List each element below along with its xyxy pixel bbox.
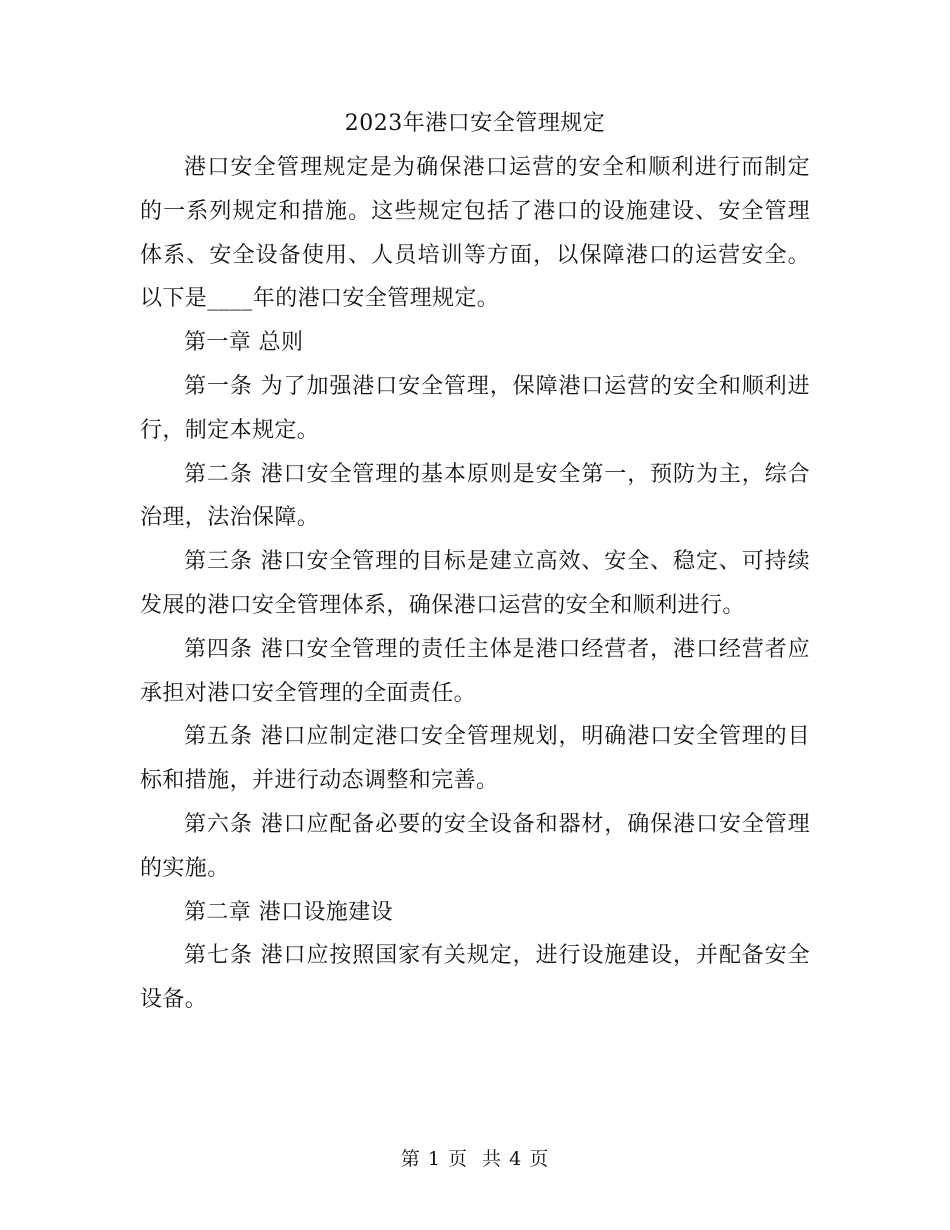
- document-body: [140, 102, 810, 1022]
- total-page-number: 4: [509, 1148, 523, 1170]
- page-footer: [0, 1145, 950, 1173]
- intro-paragraph: 港口安全管理规定是为确保港口运营的安全和顺利进行而制定的一系列规定和措施。这些规定包括了港口的设施建设、安全管理体系、安全设备使用、人员培训等方面，以保障港口的运营安全。以下是____年的港口安全管理规定。: [140, 155, 810, 312]
- article-2: 第二条 港口安全管理的基本原则是安全第一，预防为主，综合治理，法治保障。: [140, 461, 810, 531]
- page-label-prefix: 第: [400, 1148, 421, 1170]
- current-page-number: 1: [427, 1148, 441, 1170]
- article-5: 第五条 港口应制定港口安全管理规划，明确港口安全管理的目标和措施，并进行动态调整和完善。: [140, 724, 810, 794]
- page-label-mid: 页 共: [447, 1148, 503, 1170]
- article-1: 第一条 为了加强港口安全管理，保障港口运营的安全和顺利进行，制定本规定。: [140, 373, 810, 443]
- article-6: 第六条 港口应配备必要的安全设备和器材，确保港口安全管理的实施。: [140, 811, 810, 881]
- chapter-heading-facilities: 第二章 港口设施建设: [184, 899, 393, 925]
- article-7: 第七条 港口应按照国家有关规定，进行设施建设，并配备安全设备。: [140, 943, 810, 1013]
- article-3: 第三条 港口安全管理的目标是建立高效、安全、稳定、可持续发展的港口安全管理体系，确保港口运营的安全和顺利进行。: [140, 549, 810, 618]
- page-label-suffix: 页: [529, 1148, 550, 1170]
- document-title: 2023年港口安全管理规定: [344, 111, 606, 136]
- chapter-heading-general: 第一章 总则: [184, 330, 304, 356]
- article-4: 第四条 港口安全管理的责任主体是港口经营者，港口经营者应承担对港口安全管理的全面责任。: [140, 636, 810, 706]
